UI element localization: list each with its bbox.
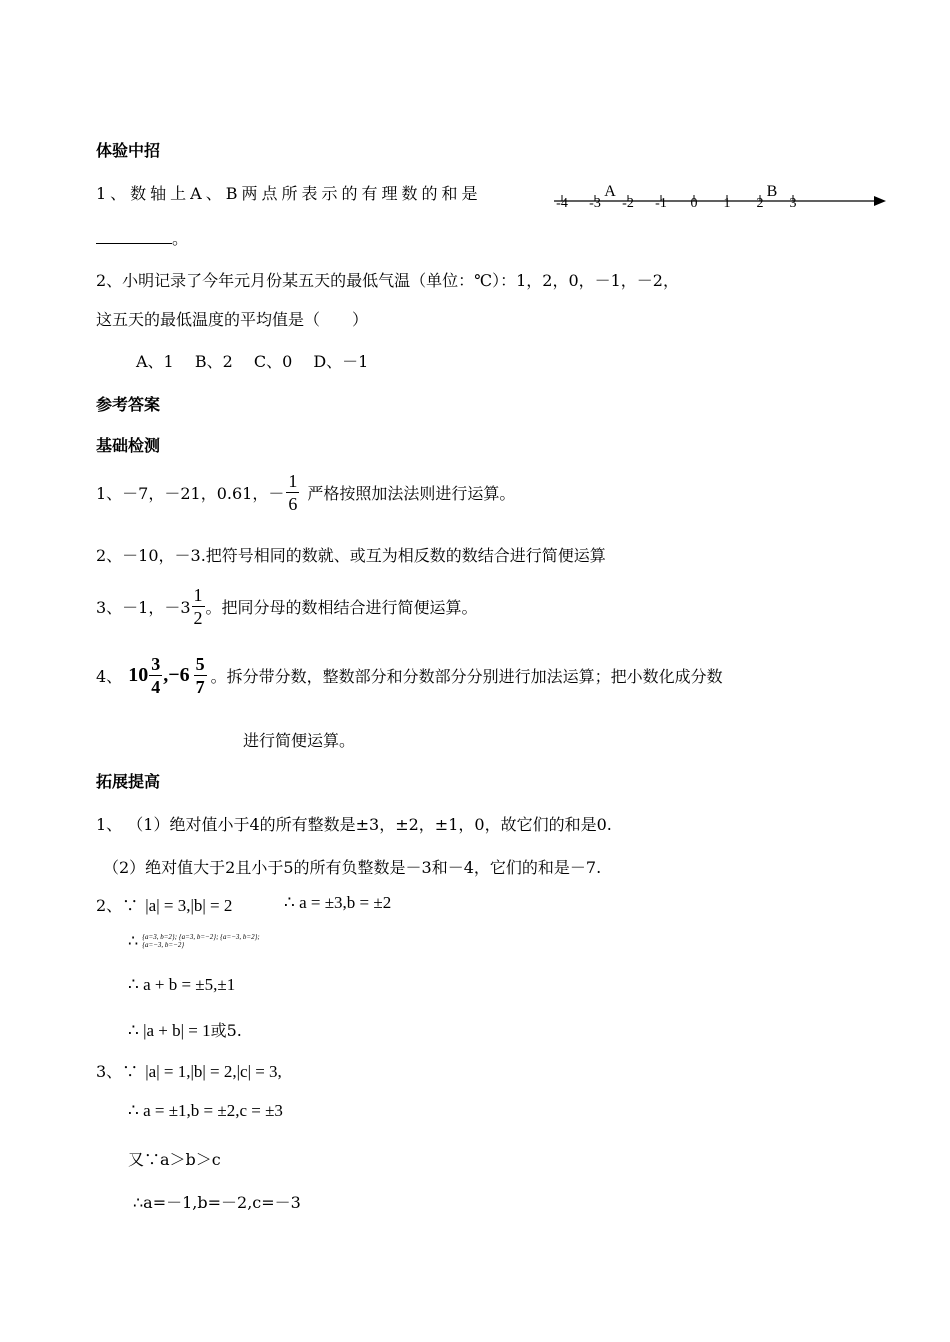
fraction-denominator: 6: [288, 494, 298, 514]
number-line-tick-label: -2: [622, 196, 634, 211]
question-1-answer-line: [96, 226, 188, 249]
section-title-answers: 参考答案: [96, 395, 161, 414]
extension-answer-2-sum: ∴ a + b = ±5,±1: [128, 975, 236, 994]
extension-answer-2-given: [96, 893, 232, 916]
because-symbol: 2、∵: [96, 896, 139, 915]
basic-answer-4-prefix: 4、: [96, 667, 123, 686]
extension-answer-1a: 1、 （1）绝对值小于4的所有整数是±3，±2，±1，0，故它们的和是0.: [96, 815, 612, 834]
fraction-denominator: 2: [193, 608, 203, 628]
fraction-numerator: 5: [195, 654, 205, 674]
fraction-one-sixth: [286, 472, 299, 513]
extension-answer-3-therefore: ∴ a = ±1,b = ±2,c = ±3: [128, 1101, 283, 1120]
number-line-tick-label: 3: [789, 196, 797, 211]
extension-answer-3-result: ∴a=－1,b=－2,c=－3: [133, 1193, 301, 1212]
fraction-three-quarters: [149, 655, 162, 696]
sign-cases-system: {a=3, b=2}; {a=3, b=−2}; {a=−3, b=2}; {a=−3, b=−2}: [142, 932, 260, 949]
extension-answer-1b: （2）绝对值大于2且小于5的所有负整数是－3和－4，它们的和是－7.: [103, 858, 602, 877]
number-line-tick-label: -1: [655, 196, 667, 211]
number-line: [550, 176, 890, 216]
fraction-numerator: 1: [288, 471, 298, 491]
question-2-options: A、1 B、2 C、0 D、－1: [136, 352, 369, 371]
number-line-tick-label: -4: [556, 196, 568, 211]
number-line-tick-label: 0: [690, 196, 698, 211]
fraction-five-sevenths: [194, 655, 207, 696]
answer-blank[interactable]: [96, 231, 172, 244]
point-a-label: A: [604, 183, 616, 200]
basic-answer-1: [96, 472, 515, 513]
because-symbol: 3、∵: [96, 1062, 139, 1081]
fraction-numerator: 3: [151, 654, 161, 674]
abs-sum-expression: ∴ |a + b| = 1: [128, 1021, 211, 1040]
number-line-tick-label: 1: [723, 196, 731, 211]
fraction-one-half: [192, 586, 205, 627]
question-2-line-2: 这五天的最低温度的平均值是（ ）: [96, 310, 369, 329]
extension-answer-2-cases: [128, 931, 272, 950]
given-abs-values: |a| = 3,|b| = 2: [145, 896, 233, 915]
extension-answer-3-given: [96, 1059, 282, 1082]
extension-answer-2-therefore: ∴ a = ±3,b = ±2: [284, 893, 392, 912]
fraction-denominator: 4: [151, 677, 161, 697]
basic-answer-3-suffix: 。把同分母的数相结合进行简便运算。: [205, 598, 478, 617]
basic-answer-3-prefix: 3、－1，－3: [96, 598, 191, 617]
extension-answer-2-abs-sum: [128, 1018, 242, 1041]
basic-answer-4: [96, 655, 723, 696]
abs-sum-suffix: 或5.: [210, 1021, 242, 1040]
question-1-text: 1、数轴上A、B两点所表示的有理数的和是: [96, 184, 482, 203]
fraction-denominator: 7: [195, 677, 205, 697]
extension-answer-3-condition: 又∵a＞b＞c: [128, 1150, 221, 1169]
section-title-extension: 拓展提高: [96, 772, 161, 791]
basic-answer-1-prefix: 1、－7，－21，0.61，－: [96, 484, 285, 503]
basic-answer-2: 2、－10，－3.把符号相同的数就、或互为相反数的数结合进行简便运算: [96, 546, 606, 565]
number-line-tick-label: -3: [589, 196, 601, 211]
fraction-numerator: 1: [193, 585, 203, 605]
section-title-basic: 基础检测: [96, 436, 161, 455]
mixed-number-separator: ,−6: [163, 664, 190, 686]
section-title-tiyan: 体验中招: [96, 141, 161, 160]
number-line-tick-label: 2: [756, 196, 764, 211]
given-abs-values: |a| = 1,|b| = 2,|c| = 3,: [145, 1062, 282, 1081]
basic-answer-1-suffix: 严格按照加法法则进行运算。: [307, 484, 516, 503]
question-2-line-1: 2、小明记录了今年元月份某五天的最低气温（单位：℃）：1，2，0，－1，－2，: [96, 271, 679, 290]
basic-answer-4-suffix: 。拆分带分数，整数部分和分数部分分别进行加法运算；把小数化成分数: [210, 667, 723, 686]
basic-answer-3: [96, 586, 478, 627]
point-b-label: B: [766, 183, 778, 200]
basic-answer-4-line-2: 进行简便运算。: [243, 731, 356, 750]
question-1-suffix: 。: [172, 229, 189, 248]
number-line-arrow-icon: [874, 196, 886, 206]
therefore-symbol: ∴: [128, 931, 139, 950]
mixed-number-whole: 10: [128, 664, 149, 686]
